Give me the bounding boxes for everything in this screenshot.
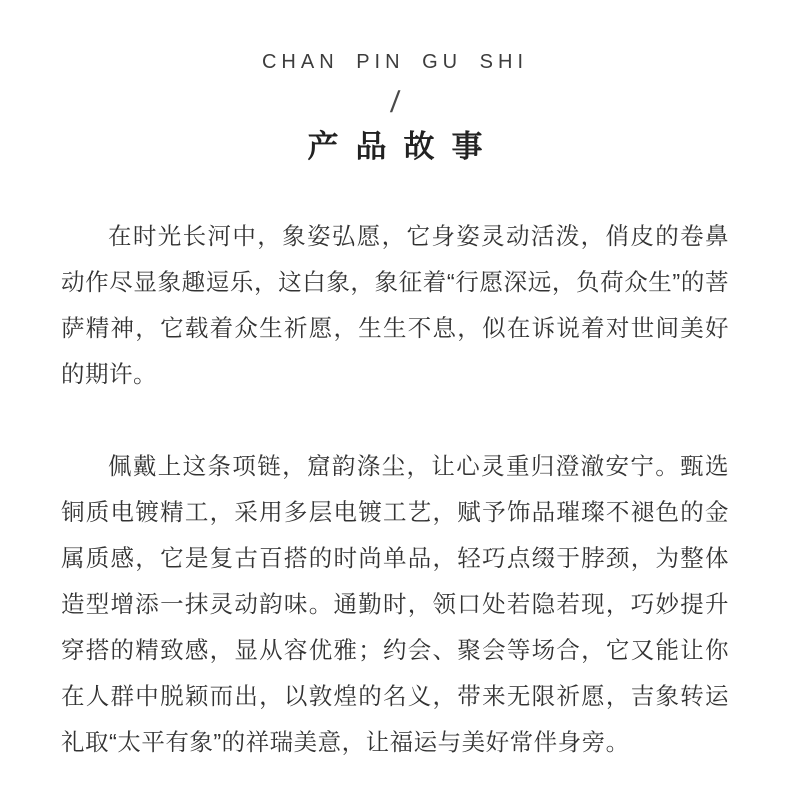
page-title: 产品故事 bbox=[307, 129, 500, 164]
story-header bbox=[61, 52, 729, 165]
slash-divider-icon: / bbox=[389, 86, 401, 119]
story-paragraph: 佩戴上这条项链，窟韵涤尘，让心灵重归澄澈安宁。甄选铜质电镀精工，采用多层电镀工艺，赋予饰品璀璨不褪色的金属质感，它是复古百搭的时尚单品，轻巧点缀于脖颈，为整体造型增添一抹灵动韵味。通勤时，领口处若隐若现，巧妙提升穿搭的精致感，显从容优雅；约会、聚会等场合，它又能让你在人群中脱颖而出，以敦煌的名义，带来无限祈愿，吉象转运礼取“太平有象”的祥瑞美意，让福运与美好常伴身旁。 bbox=[61, 453, 729, 756]
story-body bbox=[61, 213, 729, 765]
story-paragraph: 在时光长河中，象姿弘愿，它身姿灵动活泼，俏皮的卷鼻动作尽显象趣逗乐，这白象，象征着“行愿深远，负荷众生”的菩萨精神，它载着众生祈愿，生生不息，似在诉说着对世间美好的期许。 bbox=[61, 223, 729, 388]
latin-subtitle: CHAN PIN GU SHI bbox=[261, 51, 529, 73]
